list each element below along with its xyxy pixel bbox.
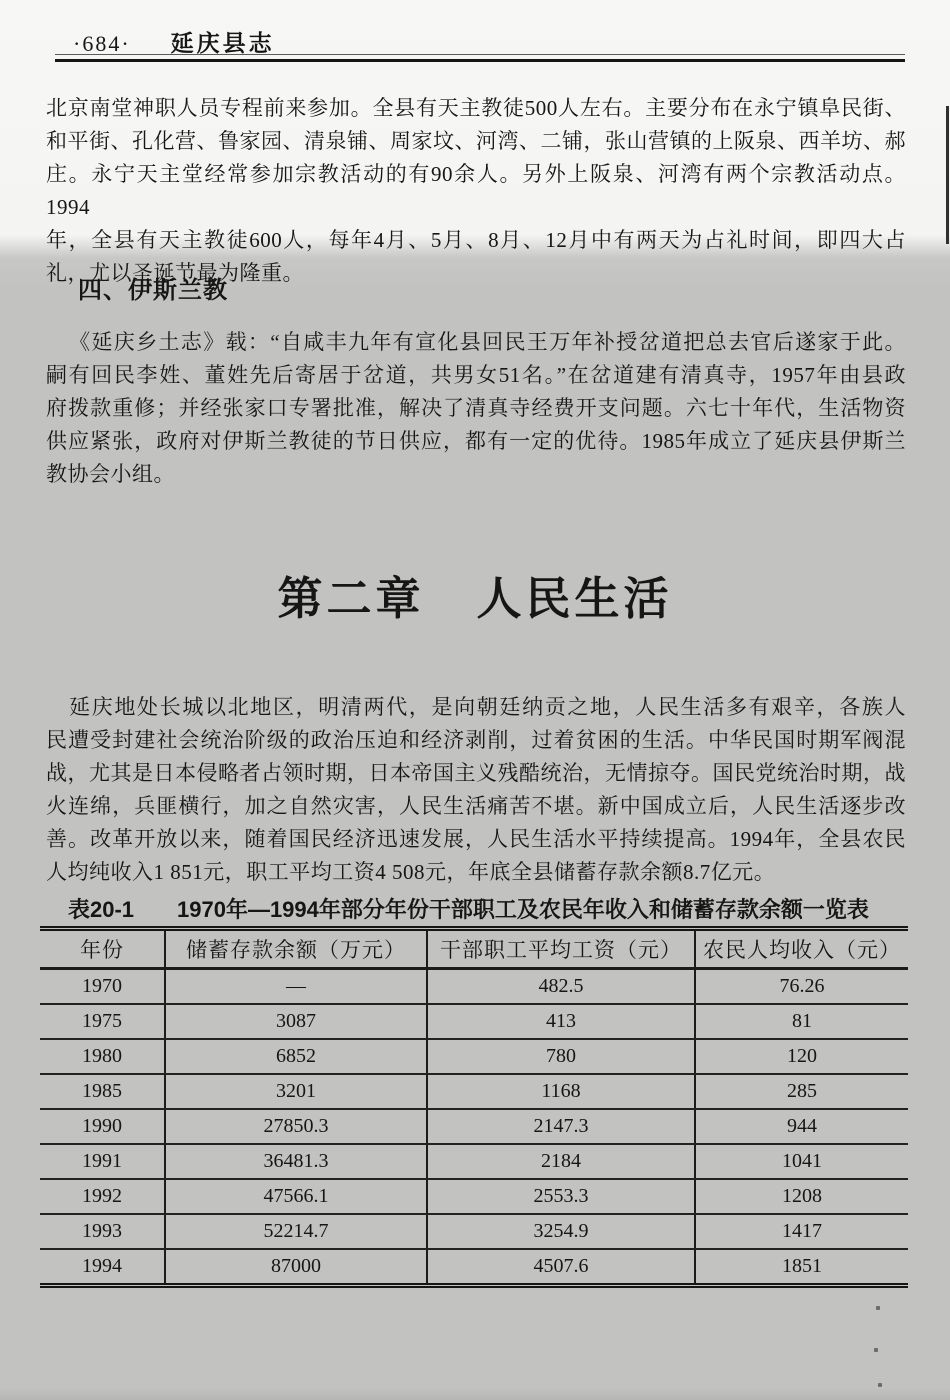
table-row: [40, 1179, 908, 1214]
scan-artifact-edge-line: [946, 106, 949, 244]
table-cell: 1980: [40, 1039, 165, 1074]
table-header-row: [40, 931, 908, 969]
table-cell: 76.26: [695, 969, 908, 1005]
text-line: 民遭受封建社会统治阶级的政治压迫和经济剥削，过着贫困的生活。中华民国时期军阀混: [46, 728, 906, 752]
table-cell: 780: [427, 1039, 695, 1074]
text-line: 教协会小组。: [46, 462, 175, 486]
text-line: 北京南堂神职人员专程前来参加。全县有天主教徒500人左右。主要分布在永宁镇阜民街、: [46, 96, 906, 120]
table-row: [40, 1004, 908, 1039]
table-cell: 87000: [165, 1249, 427, 1283]
table-cell: 285: [695, 1074, 908, 1109]
table-cell: 1041: [695, 1144, 908, 1179]
table-cell: 2184: [427, 1144, 695, 1179]
table-cell: 1970: [40, 969, 165, 1005]
table-cell: 1851: [695, 1249, 908, 1283]
table-cell: 1985: [40, 1074, 165, 1109]
header-rule: [55, 54, 905, 62]
text-line: 火连绵，兵匪横行，加之自然灾害，人民生活痛苦不堪。新中国成立后，人民生活逐步改: [46, 794, 906, 818]
book-title: 延庆县志: [170, 30, 275, 56]
table-row: [40, 969, 908, 1005]
table-cell: 1994: [82, 1255, 122, 1277]
table-cell: 27850.3: [165, 1109, 427, 1144]
table-cell: 2553.3: [427, 1179, 695, 1214]
text-line: 年，全县有天主教徒600人，每年4月、5月、8月、12月中有两天为占礼时间，即四大占: [46, 228, 906, 252]
table-row: [40, 1074, 908, 1109]
table-cell: 120: [695, 1039, 908, 1074]
column-header-farmer-income: 农民人均收入（元）: [695, 931, 908, 969]
table-cell: 944: [695, 1109, 908, 1144]
table-cell: —: [165, 969, 427, 1005]
text-line: 延庆地处长城以北地区，明清两代，是向朝廷纳贡之地，人民生活多有艰辛，各族人: [69, 695, 906, 719]
table-row: [40, 1214, 908, 1249]
table-cell: 3087: [165, 1004, 427, 1039]
text-line: 府拨款重修；并经张家口专署批准，解决了清真寺经费开支问题。六七十年代，生活物资: [46, 396, 906, 420]
table-row: [40, 1039, 908, 1074]
table-cell: 1975: [40, 1004, 165, 1039]
column-header-savings: 储蓄存款余额（万元）: [165, 931, 427, 969]
paragraph-islam: [46, 326, 906, 491]
text-line: 和平街、孔化营、鲁家园、清泉铺、周家坟、河湾、二铺，张山营镇的上阪泉、西羊坊、郝: [46, 129, 906, 153]
table-caption-label: 表20-1: [68, 897, 135, 922]
text-line: 嗣有回民李姓、董姓先后寄居于岔道，共男女51名。”在岔道建有清真寺，1957年由县政: [46, 363, 906, 387]
table-row: [40, 1109, 908, 1144]
table-cell: 1990: [40, 1109, 165, 1144]
table-caption-title: 1970年—1994年部分年份干部职工及农民年收入和储蓄存款余额一览表: [177, 897, 869, 922]
table-cell: 36481.3: [165, 1144, 427, 1179]
table-cell: 1991: [40, 1144, 165, 1179]
paragraph-catholic: [46, 92, 906, 290]
chapter-heading: [0, 574, 950, 624]
text-line: 人均纯收入1 851元，职工平均工资4 508元，年底全县储蓄存款余额8.7亿元。: [46, 860, 776, 884]
table-row: [40, 1144, 908, 1179]
paragraph-life: [46, 691, 906, 889]
table-cell: 2147.3: [427, 1109, 695, 1144]
column-header-wage: 干部职工平均工资（元）: [427, 931, 695, 969]
column-header-year: 年份: [40, 931, 165, 969]
table-cell: 1993: [40, 1214, 165, 1249]
table-cell: 47566.1: [165, 1179, 427, 1214]
table-cell: 4507.6: [427, 1249, 695, 1283]
chapter-title: 人民生活: [476, 574, 673, 624]
income-savings-table: [40, 926, 908, 1288]
table-cell: 413: [427, 1004, 695, 1039]
table-cell: 1208: [695, 1179, 908, 1214]
text-line: 供应紧张，政府对伊斯兰教徒的节日供应，都有一定的优待。1985年成立了延庆县伊斯兰: [46, 429, 906, 453]
scan-speck: [876, 1306, 880, 1310]
chapter-number: 第二章: [277, 574, 425, 624]
section-heading-islam: 四、伊斯兰教: [78, 277, 228, 304]
table-cell: 482.5: [427, 969, 695, 1005]
scan-speck: [874, 1348, 878, 1352]
table-cell: 52214.7: [165, 1214, 427, 1249]
table-cell: 3201: [165, 1074, 427, 1109]
page-number: ·684·: [73, 31, 131, 56]
table-cell: 1417: [695, 1214, 908, 1249]
text-line: 《延庆乡土志》载：“自咸丰九年有宣化县回民王万年补授岔道把总去官后遂家于此。: [69, 330, 906, 354]
table-cell: 1992: [40, 1179, 165, 1214]
text-line: 战，尤其是日本侵略者占领时期，日本帝国主义残酷统治，无情掠夺。国民党统治时期，战: [46, 761, 906, 785]
text-line: 礼，尤以圣诞节最为隆重。: [46, 261, 304, 285]
table-cell: 3254.9: [427, 1214, 695, 1249]
table-cell: 81: [695, 1004, 908, 1039]
table-cell: 1168: [427, 1074, 695, 1109]
scan-speck: [878, 1383, 882, 1387]
table-row: [40, 1249, 908, 1283]
table-cell: 6852: [165, 1039, 427, 1074]
text-line: 善。改革开放以来，随着国民经济迅速发展，人民生活水平持续提高。1994年，全县农民: [46, 827, 906, 851]
text-line: 庄。永宁天主堂经常参加宗教活动的有90余人。另外上阪泉、河湾有两个宗教活动点。1994: [46, 162, 906, 219]
